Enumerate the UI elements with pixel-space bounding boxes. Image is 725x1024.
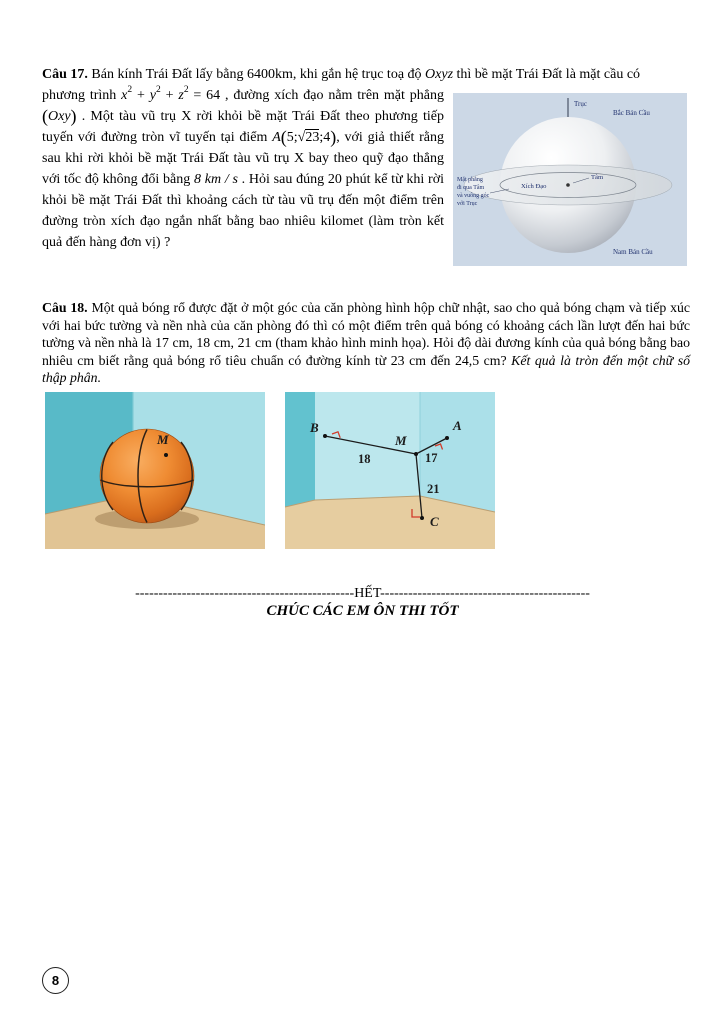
eq-plus: + [132, 88, 150, 103]
basketball [100, 429, 194, 523]
sqrt-sign: √ [297, 130, 306, 145]
point-A-dot [445, 436, 449, 440]
label-17: 17 [425, 451, 438, 465]
label-xich-dao: Xích Đạo [521, 183, 547, 190]
problem-17 [42, 64, 690, 266]
problem-17-label: Câu 17. [42, 67, 88, 82]
coord-3: ;4 [319, 130, 331, 145]
point-M-dot [164, 453, 168, 457]
problem-18-note: Kết quả là tròn đến một chữ số thập phân. [42, 352, 690, 385]
problem-17-intro-text2: thì bề mặt Trái Đất là mặt cầu có [453, 67, 641, 82]
eq-sup: 2 [183, 85, 189, 96]
problem-17-seg5: . Hỏi sau đúng 20 phút kể từ khi rời khỏi bề mặt Trái Đất thì khoảng cách từ tàu vũ trụ đến một điểm trên đường tròn xích đạo ngắn nhất bằng bao nhiêu kilomet (làm tròn kết quả đến hàng đơn vị) ? [42, 172, 445, 250]
eq-var-z: z [178, 88, 184, 103]
room-wall-left-strip [285, 392, 315, 507]
problem-17-row [42, 85, 690, 266]
point-A-coordinates [272, 127, 337, 147]
paren-open: ( [42, 106, 48, 126]
problem-18-figures [45, 392, 495, 549]
eq-var-x: x [121, 88, 128, 103]
label-nam-ban-cau: Nam Bán Cầu [613, 248, 653, 256]
figure-distance-diagram [285, 392, 495, 549]
problem-17-intro-text: Bán kính Trái Đất lấy bằng 6400km, khi gắn hệ trục toạ độ [87, 67, 426, 82]
math-oxyz: Oxyz [425, 67, 454, 82]
problem-17-seg3: . Một tàu vũ trụ X rời khỏi bề mặt Trái Đất theo phương tiếp tuyến với đường tròn vĩ tuyến tại điểm [42, 109, 444, 145]
label-truc: Trục [574, 100, 587, 108]
paren-close: ) [330, 127, 337, 147]
document-footer [0, 586, 725, 620]
label-M-ball: M [157, 432, 169, 447]
eq-sup: 2 [155, 85, 161, 96]
figure-basketball-corner [45, 392, 265, 549]
point-B-dot [323, 434, 327, 438]
label-mat-phang-2: đi qua Tâm [457, 185, 485, 191]
eq-rhs: = 64 [188, 88, 221, 103]
speed-value: 8 km / s [194, 172, 238, 187]
page-number-badge [42, 967, 69, 994]
point-name: A [272, 130, 281, 145]
coord-1: 5; [286, 130, 298, 145]
closing-slogan: CHÚC CÁC EM ÔN THI TỐT [266, 603, 459, 619]
end-divider-line: -----------------------------------------------HẾT--------------------------------------------- [135, 586, 590, 601]
label-18: 18 [358, 452, 371, 466]
label-B: B [310, 420, 319, 435]
eq-var-y: y [149, 88, 156, 103]
page-number: 8 [51, 973, 60, 988]
problem-17-body [42, 85, 444, 253]
eq-sup: 2 [127, 85, 133, 96]
label-M-diagram: M [395, 433, 407, 448]
label-mat-phang-1: Mặt phẳng [457, 177, 483, 183]
paren-open: ( [280, 127, 287, 147]
figure-earth-sphere [453, 93, 687, 266]
point-M-dot-2 [414, 452, 418, 456]
label-tam: Tâm [591, 174, 604, 181]
label-C: C [430, 514, 439, 529]
plane-oxy [42, 106, 77, 126]
center-point [566, 183, 570, 187]
problem-18-text [42, 299, 690, 387]
label-bac-ban-cau: Bắc Bán Cầu [613, 109, 650, 117]
oxy-body: Oxy [48, 109, 71, 124]
label-mat-phang-3: và vuông góc [457, 193, 490, 199]
sphere-equation [121, 85, 221, 103]
label-A: A [453, 418, 462, 433]
paren-close: ) [70, 106, 77, 126]
problem-17-seg4: , với giả thiết rằng sau khi rời khỏi bề mặt Trái Đất tàu vũ trụ X bay theo quỹ đạo thẳng với tốc độ không đổi bằng [42, 130, 445, 187]
problem-17-seg2: , đường xích đạo nằm trên mặt phẳng [220, 88, 444, 103]
problem-18-body: Một quả bóng rổ được đặt ở một góc của căn phòng hình hộp chữ nhật, sao cho quả bóng chạm và tiếp xúc với hai bức tường và nền nhà của căn phòng đó thì có một điểm trên quả bóng có khoảng cách lần lượt đến hai bức tường và nền nhà là 17 cm, 18 cm, 21 cm (tham khảo hình minh họa). Hỏi độ dài đương kính của quả bóng bằng bao nhiêu cm biết rằng quả bóng rổ tiêu chuẩn có đường kính từ 23 cm đến 24,5 cm? [42, 300, 690, 368]
problem-17-seg1: phương trình [42, 88, 122, 103]
problem-18-label: Câu 18. [42, 300, 88, 315]
label-mat-phang-4: với Trục [457, 201, 478, 207]
eq-plus: + [160, 88, 179, 103]
label-21: 21 [427, 482, 440, 496]
sqrt-radicand: 23 [305, 130, 320, 145]
problem-17-intro-line [42, 64, 690, 85]
point-C-dot [420, 516, 424, 520]
problem-18 [42, 299, 690, 387]
